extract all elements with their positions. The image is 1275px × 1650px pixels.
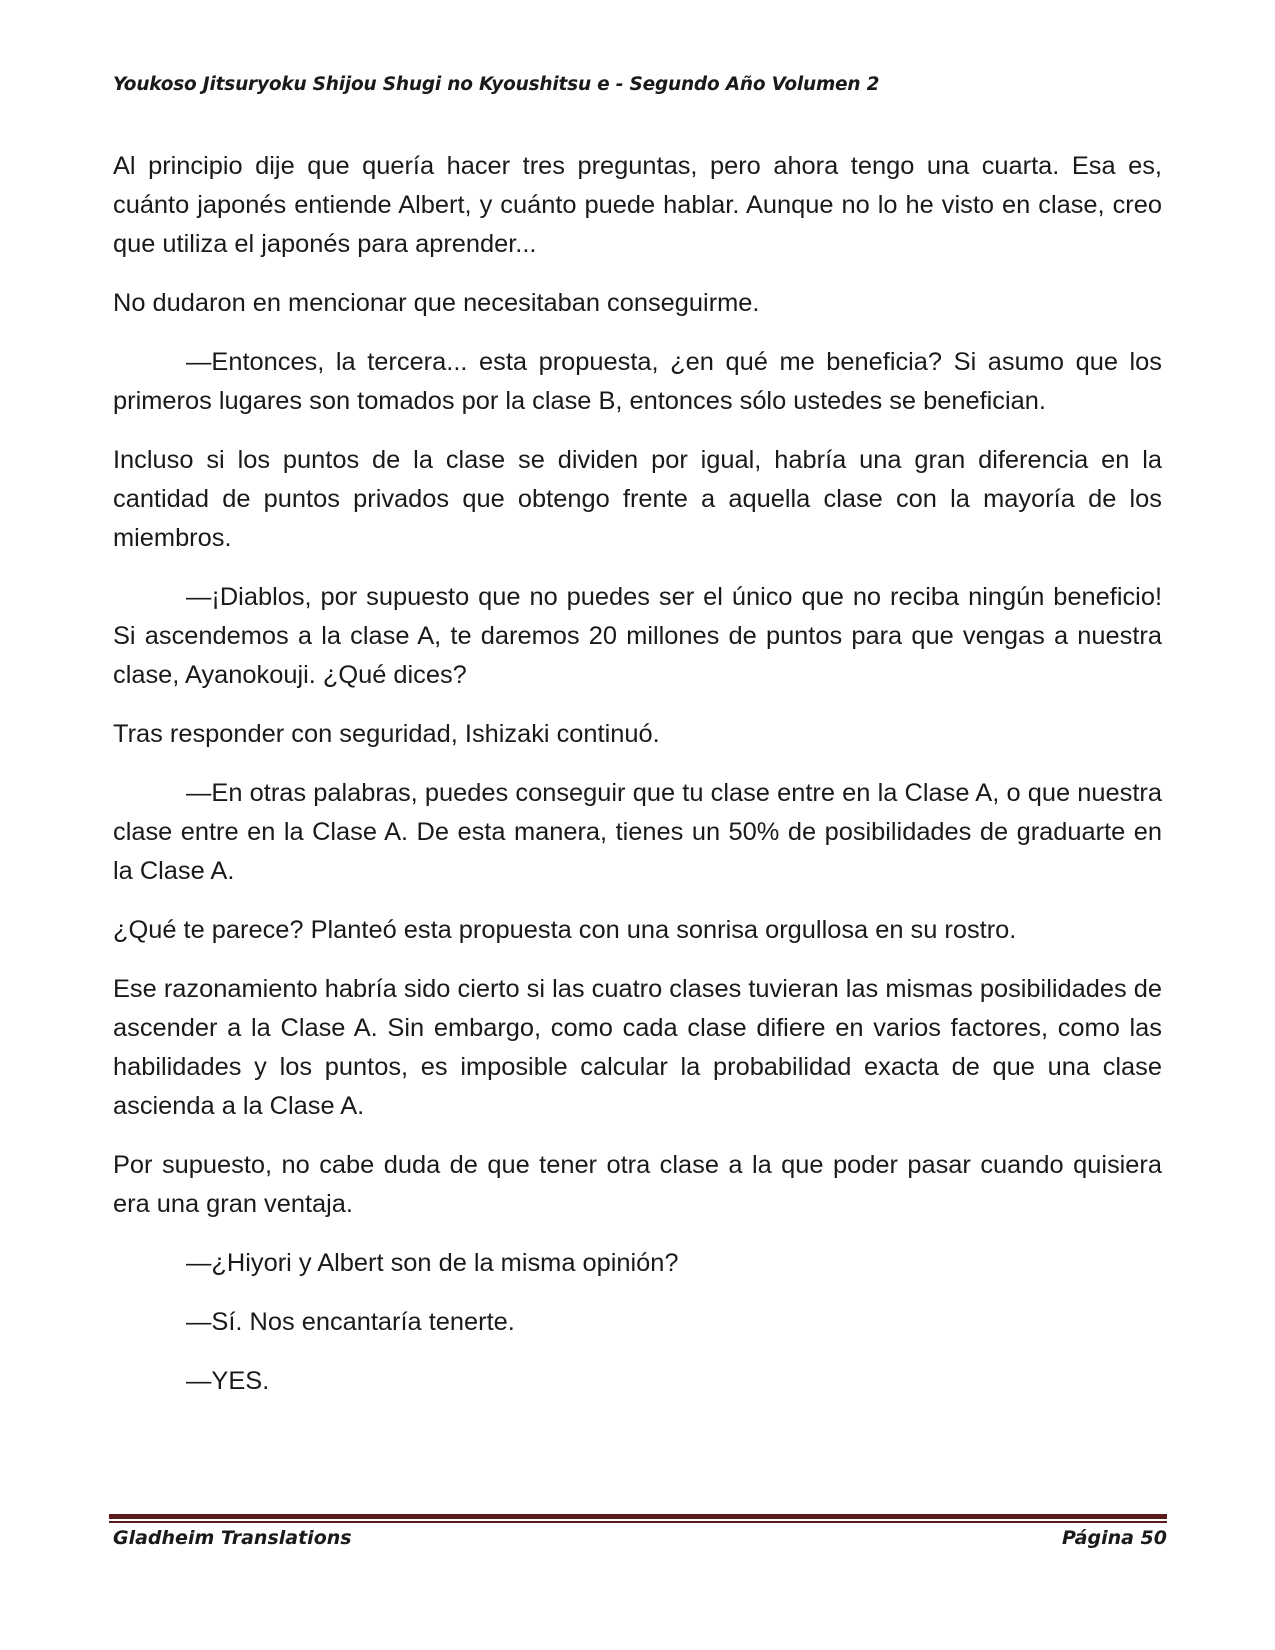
paragraph: Incluso si los puntos de la clase se dividen por igual, habría una gran diferencia en la cantidad de puntos privados que obtengo frente a aquella clase con la mayoría de los miembros. (113, 446, 1162, 552)
paragraph: No dudaron en mencionar que necesitaban conseguirme. (113, 289, 760, 317)
dialog-paragraph: —Entonces, la tercera... esta propuesta, ¿en qué me beneficia? Si asumo que los primeros lugares son tomados por la clase B, entonces sólo ustedes se benefician. (113, 348, 1162, 415)
paragraph: Tras responder con seguridad, Ishizaki continuó. (113, 720, 660, 748)
dialog-paragraph: —En otras palabras, puedes conseguir que tu clase entre en la Clase A, o que nuestra clase entre en la Clase A. De esta manera, tienes un 50% de posibilidades de graduarte en la Clase A. (113, 779, 1162, 885)
dialog-paragraph: —¡Diablos, por supuesto que no puedes ser el único que no reciba ningún beneficio! Si ascendemos a la clase A, te daremos 20 millones de puntos para que vengas a nuestra clase, Ayanokouji. ¿Qué dices? (113, 583, 1162, 689)
dialog-paragraph: —Sí. Nos encantaría tenerte. (186, 1308, 515, 1336)
footer-divider-thick (109, 1514, 1167, 1519)
dialog-paragraph: —¿Hiyori y Albert son de la misma opinión? (186, 1249, 679, 1277)
body-text (113, 147, 1162, 1421)
footer-page-number: Página 50 (1061, 1527, 1167, 1549)
paragraph: ¿Qué te parece? Planteó esta propuesta con una sonrisa orgullosa en su rostro. (113, 916, 1017, 944)
dialog-paragraph: —YES. (186, 1367, 270, 1395)
paragraph: Al principio dije que quería hacer tres preguntas, pero ahora tengo una cuarta. Esa es, cuánto japonés entiende Albert, y cuánto puede hablar. Aunque no lo he visto en clase, creo que utiliza el japonés para aprender... (113, 152, 1162, 258)
page-header-title: Youkoso Jitsuryoku Shijou Shugi no Kyoushitsu e - Segundo Año Volumen 2 (113, 74, 880, 95)
footer-publisher: Gladheim Translations (113, 1527, 352, 1549)
footer-divider-thin (109, 1521, 1167, 1523)
paragraph: Ese razonamiento habría sido cierto si las cuatro clases tuvieran las mismas posibilidades de ascender a la Clase A. Sin embargo, como cada clase difiere en varios factores, como las habilidades y los puntos, es imposible calcular la probabilidad exacta de que una clase ascienda a la Clase A. (113, 975, 1162, 1120)
paragraph: Por supuesto, no cabe duda de que tener otra clase a la que poder pasar cuando quisiera era una gran ventaja. (113, 1151, 1162, 1218)
